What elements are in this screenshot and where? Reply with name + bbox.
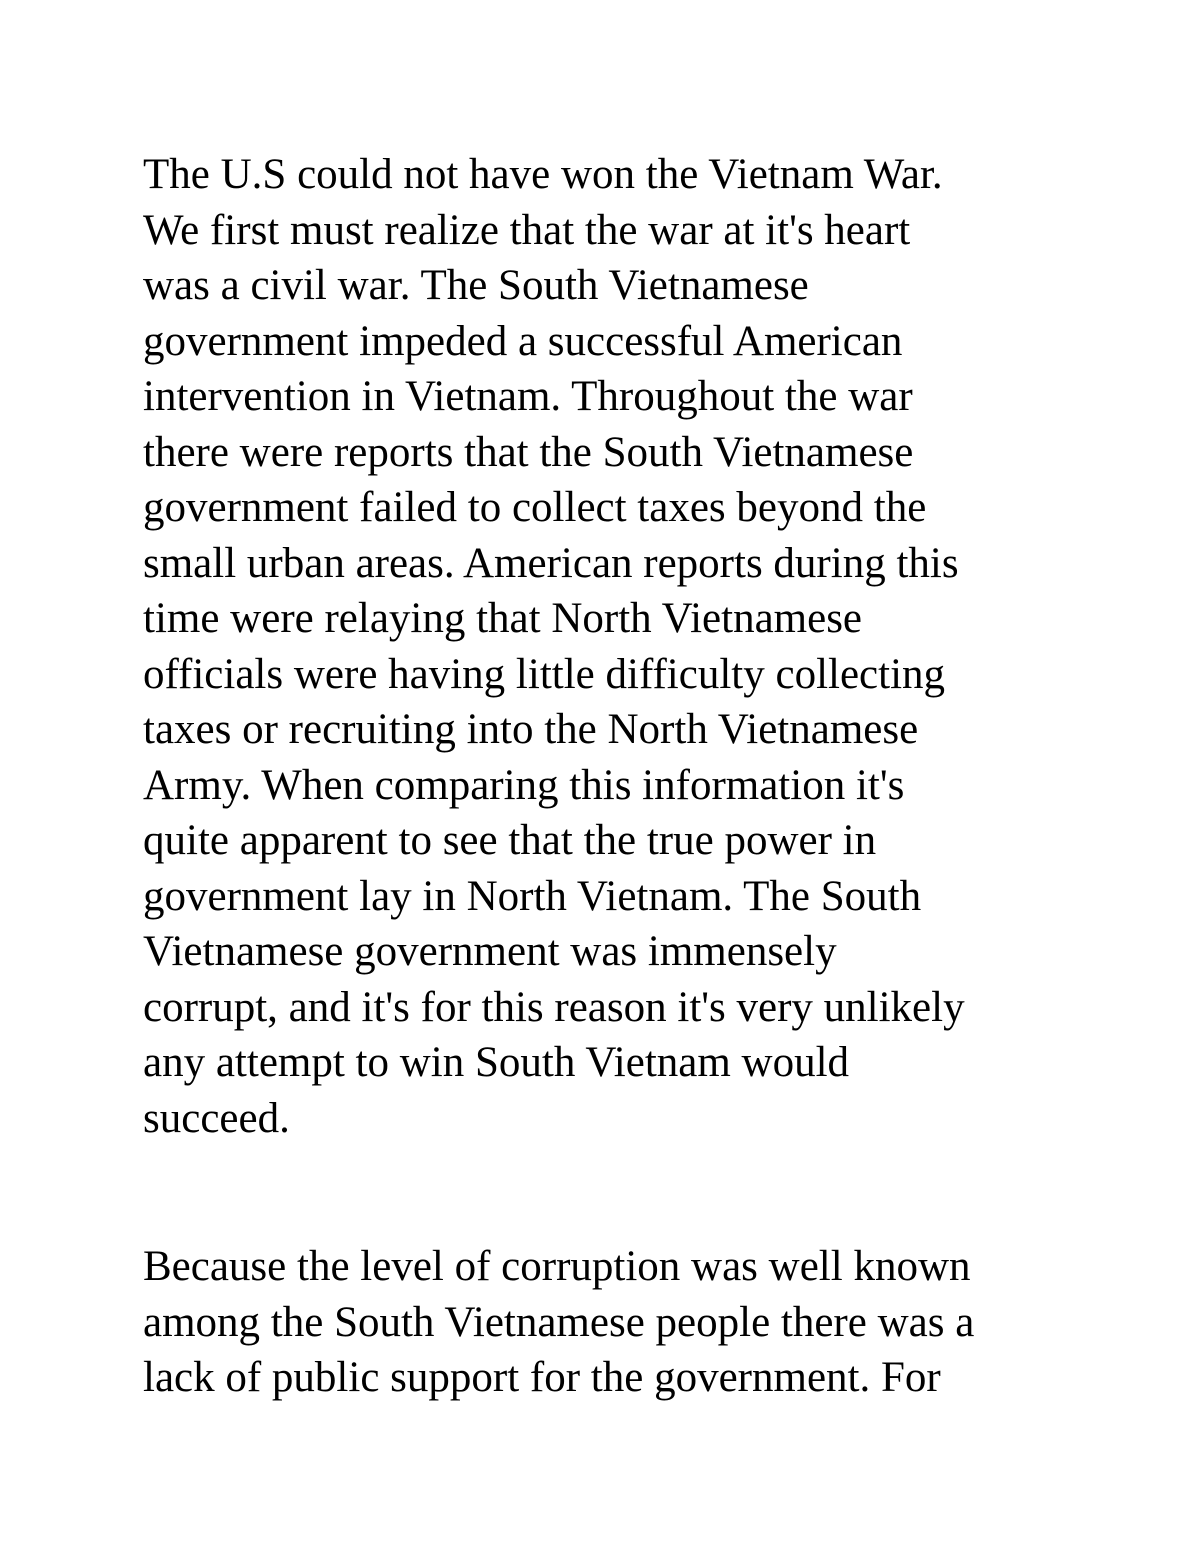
text-line: there were reports that the South Vietnamese [143, 428, 914, 476]
text-line: government failed to collect taxes beyond the [143, 484, 927, 531]
text-line: time were relaying that North Vietnamese [143, 595, 863, 642]
text-line: small urban areas. American reports during this [143, 539, 959, 587]
text-line: government lay in North Vietnam. The South [143, 872, 922, 920]
text-line: taxes or recruiting into the North Vietnamese [143, 706, 919, 753]
text-line: corrupt, and it's for this reason it's very unlikely [143, 983, 965, 1031]
text-line: officials were having little difficulty collecting [143, 650, 946, 698]
text-line: succeed. [143, 1094, 290, 1142]
text-line: The U.S could not have won the Vietnam War. [143, 151, 943, 198]
paragraph-2 [143, 1239, 1103, 1406]
text-line: Vietnamese government was immensely [143, 928, 837, 975]
text-line: Army. When comparing this information it's [143, 761, 905, 809]
text-line: among the South Vietnamese people there was a [143, 1298, 975, 1346]
text-line: quite apparent to see that the true power in [143, 817, 877, 864]
text-line: lack of public support for the government. For [143, 1354, 941, 1401]
text-line: We first must realize that the war at it's heart [143, 206, 911, 254]
paragraph-1 [143, 147, 1103, 1146]
text-line: government impeded a successful American [143, 317, 903, 365]
text-line: intervention in Vietnam. Throughout the war [143, 373, 913, 420]
text-line: any attempt to win South Vietnam would [143, 1039, 850, 1086]
text-line: Because the level of corruption was well known [143, 1243, 971, 1290]
text-line: was a civil war. The South Vietnamese [143, 262, 809, 309]
